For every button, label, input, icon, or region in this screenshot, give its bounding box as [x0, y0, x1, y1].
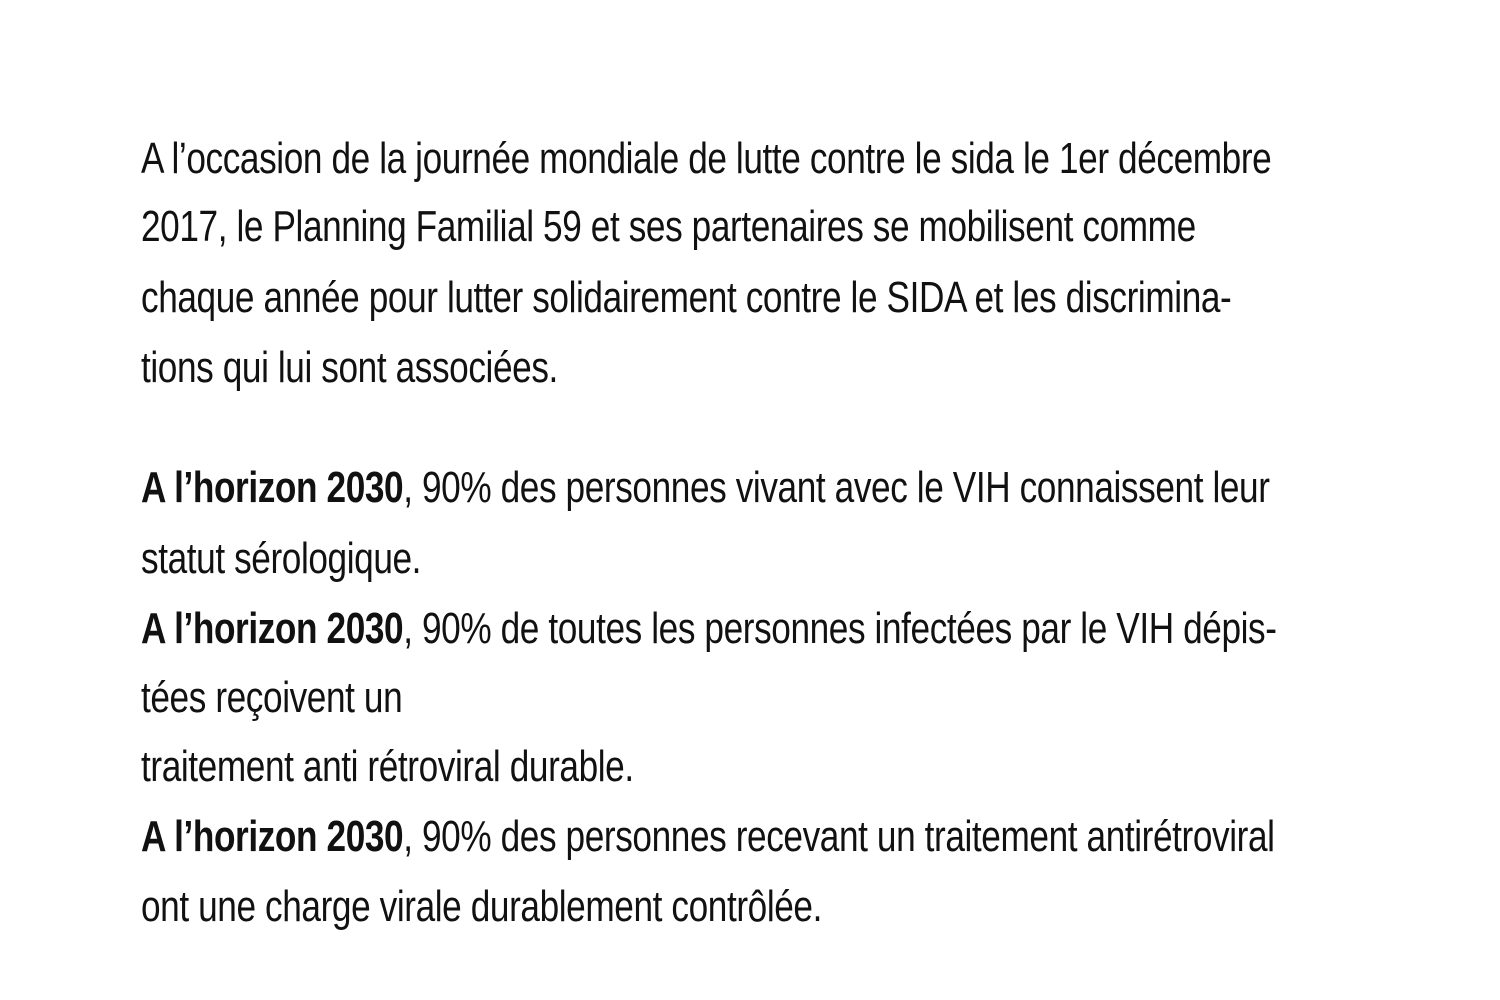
goal-3-lead: A l’horizon 2030 — [141, 812, 404, 861]
goal-1-text: , 90% des personnes vivant avec le VIH connaissent leur — [403, 463, 1270, 512]
goal-2-continuation-2: traitement anti rétroviral durable. — [141, 742, 634, 791]
goal-1-lead: A l’horizon 2030 — [141, 463, 404, 512]
intro-line-3: chaque année pour lutter solidairement contre le SIDA et les discrimina- — [141, 273, 1232, 322]
intro-line-4: tions qui lui sont associées. — [141, 343, 558, 392]
goal-2-continuation-1: tées reçoivent un — [141, 673, 403, 722]
goal-3-continuation: ont une charge virale durablement contrôlée. — [141, 882, 822, 931]
goal-3-line — [141, 812, 1275, 861]
intro-line-1: A l’occasion de la journée mondiale de lutte contre le sida le 1er décembre — [141, 134, 1272, 183]
goal-3-text: , 90% des personnes recevant un traitement antirétroviral — [403, 812, 1275, 861]
intro-line-2: 2017, le Planning Familial 59 et ses partenaires se mobilisent comme — [141, 202, 1196, 251]
goal-2-text: , 90% de toutes les personnes infectées par le VIH dépis- — [403, 604, 1277, 653]
goal-2-line — [141, 604, 1277, 653]
goal-1-continuation: statut sérologique. — [141, 534, 422, 583]
goal-2-lead: A l’horizon 2030 — [141, 604, 404, 653]
goal-1-line — [141, 463, 1270, 512]
